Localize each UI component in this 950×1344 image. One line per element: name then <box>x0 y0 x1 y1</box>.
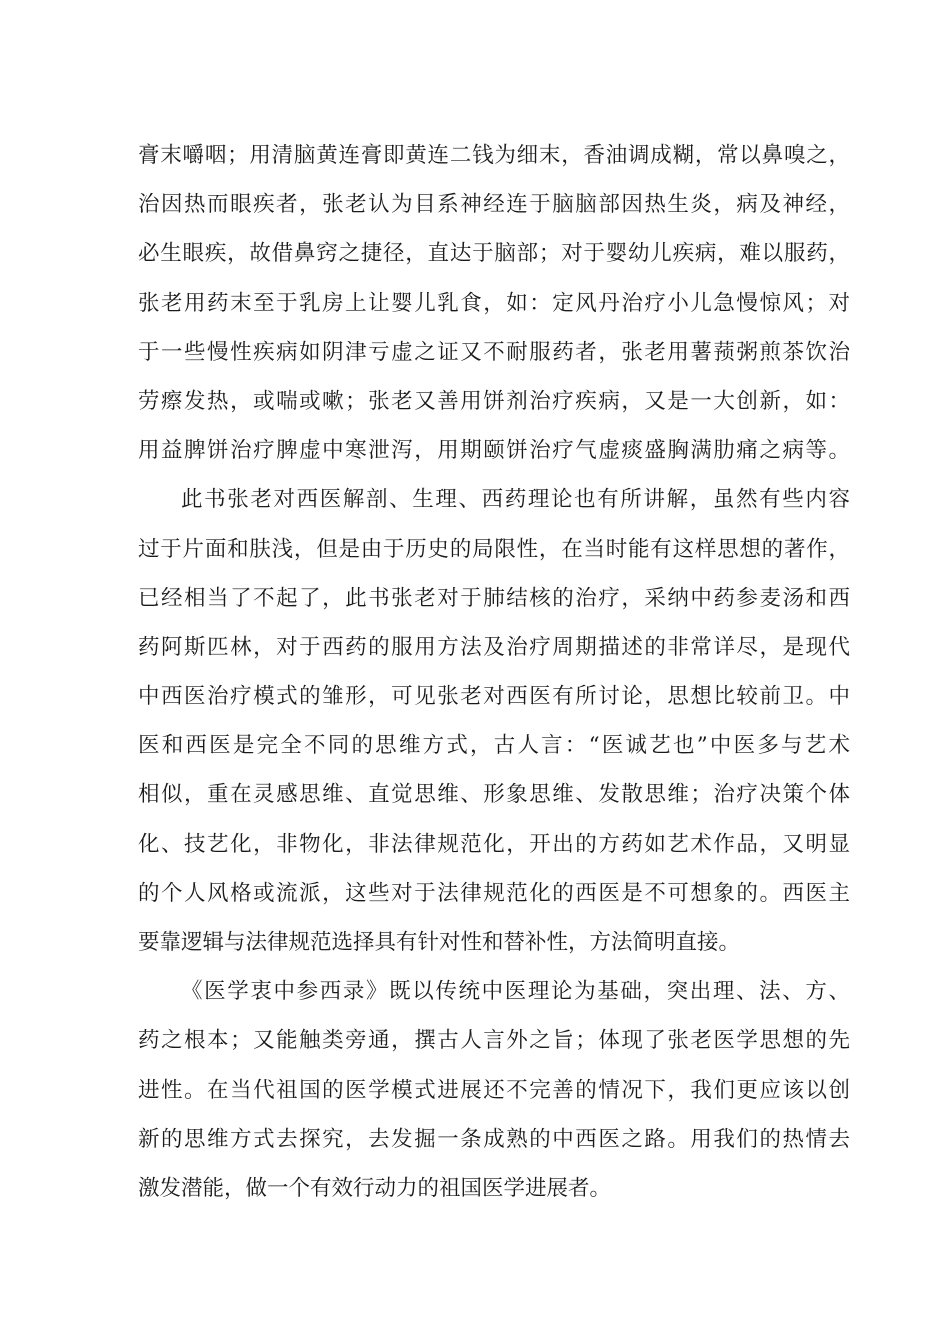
text-line: 相似，重在灵感思维、直觉思维、形象思维、发散思维；治疗决策个体 <box>138 782 850 808</box>
text-line: 中西医治疗模式的雏形，可见张老对西医有所讨论，思想比较前卫。中 <box>138 684 850 710</box>
body-text <box>138 131 850 1213</box>
text-line: 药阿斯匹林，对于西药的服用方法及治疗周期描述的非常详尽，是现代 <box>138 634 850 660</box>
text-line: 膏末嚼咽；用清脑黄连膏即黄连二钱为细末，香油调成糊，常以鼻嗅之， <box>138 143 850 168</box>
text-line: 已经相当了不起了，此书张老对于肺结核的治疗，采纳中药参麦汤和西 <box>138 585 850 611</box>
paragraph-first-line: 《医学衷中参西录》既以传统中医理论为基础，突出理、法、方、 <box>181 979 850 1005</box>
text-line: 化、技艺化，非物化，非法律规范化，开出的方药如艺术作品，又明显 <box>138 831 850 857</box>
text-line: 医和西医是完全不同的思维方式，古人言：“医诚艺也”中医多与艺术 <box>138 733 850 759</box>
text-line: 张老用药末至于乳房上让婴儿乳食，如：定风丹治疗小儿急慢惊风；对 <box>138 290 850 316</box>
text-line: 的个人风格或流派，这些对于法律规范化的西医是不可想象的。西医主 <box>138 880 850 906</box>
text-line: 必生眼疾，故借鼻窍之捷径，直达于脑部；对于婴幼儿疾病，难以服药， <box>138 241 850 267</box>
text-line: 药之根本；又能触类旁通，撰古人言外之旨；体现了张老医学思想的先 <box>138 1028 850 1054</box>
text-line: 于一些慢性疾病如阴津亏虚之证又不耐服药者，张老用薯蓣粥煎茶饮治 <box>138 339 850 365</box>
text-line: 新的思维方式去探究，去发掘一条成熟的中西医之路。用我们的热情去 <box>138 1126 850 1152</box>
text-line: 进性。在当代祖国的医学模式进展还不完善的情况下，我们更应该以创 <box>138 1077 850 1103</box>
text-line: 过于片面和肤浅，但是由于历史的局限性，在当时能有这样思想的著作， <box>138 536 850 562</box>
text-line: 用益脾饼治疗脾虚中寒泄泻，用期颐饼治疗气虚痰盛胸满肋痛之病等。 <box>138 438 850 464</box>
text-line: 治因热而眼疾者，张老认为目系神经连于脑脑部因热生炎，病及神经， <box>138 192 850 218</box>
paragraph-last-line: 激发潜能，做一个有效行动力的祖国医学进展者。 <box>138 1175 612 1201</box>
paragraph-last-line: 要靠逻辑与法律规范选择具有针对性和替补性，方法简明直接。 <box>138 930 741 955</box>
paragraph-first-line: 此书张老对西医解剖、生理、西药理论也有所讲解，虽然有些内容 <box>181 487 850 513</box>
text-line: 劳瘵发热，或喘或嗽；张老又善用饼剂治疗疾病，又是一大创新，如： <box>138 388 850 414</box>
